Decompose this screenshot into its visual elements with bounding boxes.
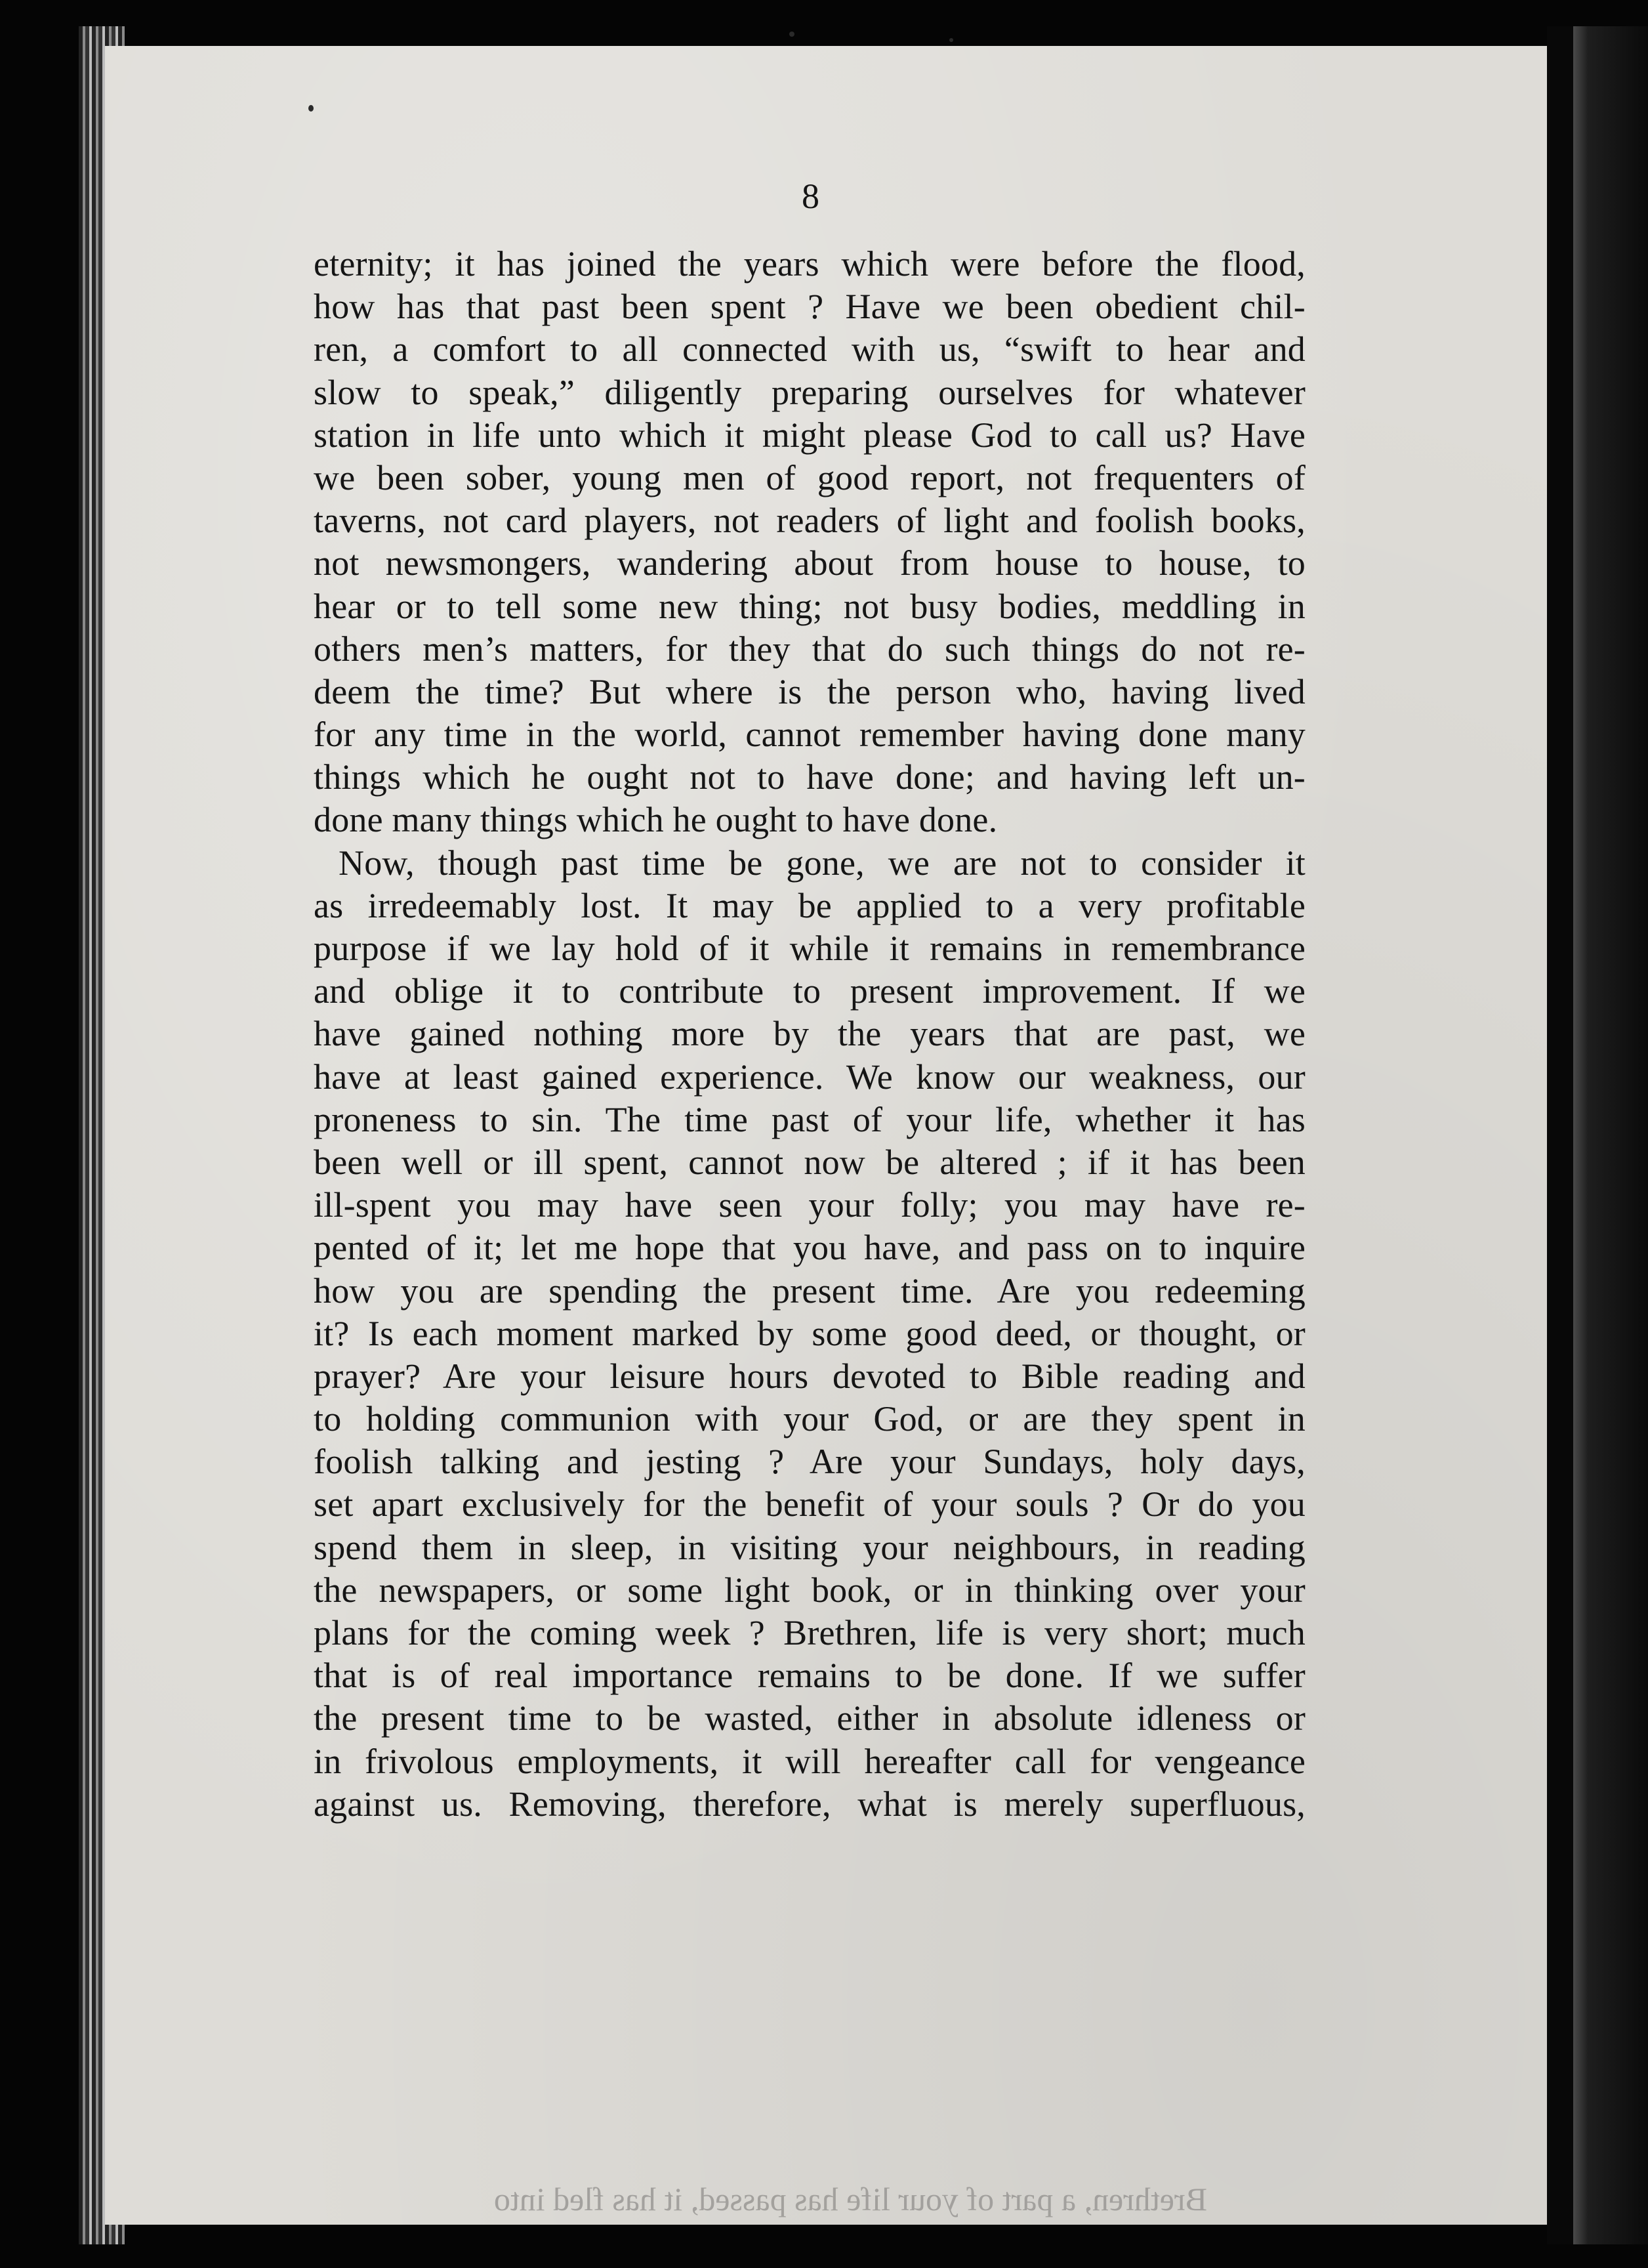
text-line: ill-spent you may have seen your folly; you may have re-	[314, 1185, 1306, 1225]
text-line: spend them in sleep, in visiting your neighbours, in reading	[314, 1527, 1306, 1567]
body-text	[314, 243, 1306, 1826]
speck	[789, 32, 794, 37]
text-line: station in life unto which it might please God to call us? Have	[314, 415, 1306, 455]
text-line: that is of real importance remains to be done. If we suffer	[314, 1656, 1306, 1696]
text-line: foolish talking and jesting ? Are your Sundays, holy days,	[314, 1442, 1306, 1482]
text-line: as irredeemably lost. It may be applied to a very profitable	[314, 885, 1306, 925]
text-line: how has that past been spent ? Have we been obedient chil-	[314, 287, 1306, 327]
text-line: deem the time? But where is the person who, having lived	[314, 671, 1306, 711]
speck	[949, 38, 953, 42]
bleed-through-text: Brethren, a part of your life has passed, it has fled into	[493, 2181, 1207, 2217]
text-line: done many things which he ought to have done.	[314, 800, 998, 840]
text-line: others men’s matters, for they that do such things do not re-	[314, 629, 1306, 669]
text-line: hear or to tell some new thing; not busy bodies, meddling in	[314, 586, 1306, 626]
text-line: the present time to be wasted, either in absolute idleness or	[314, 1698, 1306, 1738]
text-line: for any time in the world, cannot remember having done many	[314, 715, 1306, 755]
page-number: 8	[802, 177, 819, 216]
text-line: slow to speak,” diligently preparing ourselves for whatever	[314, 372, 1306, 412]
text-line: been well or ill spent, cannot now be altered ; if it has been	[314, 1142, 1306, 1182]
text-line: it? Is each moment marked by some good deed, or thought, or	[314, 1313, 1306, 1353]
text-line: taverns, not card players, not readers of light and foolish books,	[314, 501, 1306, 541]
text-line: against us. Removing, therefore, what is merely superfluous,	[314, 1784, 1306, 1824]
text-line: ren, a comfort to all connected with us, “swift to hear and	[314, 329, 1306, 369]
text-line: proneness to sin. The time past of your life, whether it has	[314, 1099, 1306, 1139]
page-right-edge	[1547, 26, 1573, 2244]
text-line: and oblige it to contribute to present improvement. If we	[314, 971, 1306, 1011]
text-line: how you are spending the present time. Are you redeeming	[314, 1270, 1306, 1311]
adjacent-page-edge	[1573, 26, 1648, 2244]
text-line: the newspapers, or some light book, or in thinking over your	[314, 1570, 1306, 1610]
text-line: plans for the coming week ? Brethren, life is very short; much	[314, 1613, 1306, 1652]
text-line: prayer? Are your leisure hours devoted to Bible reading and	[314, 1356, 1306, 1396]
text-line: have at least gained experience. We know our weakness, our	[314, 1057, 1306, 1097]
text-line: purpose if we lay hold of it while it remains in remembrance	[314, 929, 1306, 968]
text-line: we been sober, young men of good report, not frequenters of	[314, 457, 1306, 497]
text-line: eternity; it has joined the years which were before the flood,	[314, 244, 1306, 284]
text-line: in frivolous employments, it will hereafter call for vengeance	[314, 1741, 1306, 1781]
text-line: to holding communion with your God, or are they spent in	[314, 1399, 1306, 1439]
text-line: set apart exclusively for the benefit of your souls ? Or do you	[314, 1484, 1306, 1524]
text-line: not newsmongers, wandering about from house to house, to	[314, 543, 1306, 583]
text-line: Now, though past time be gone, we are not to consider it	[339, 843, 1306, 883]
text-line: pented of it; let me hope that you have, and pass on to inquire	[314, 1228, 1306, 1268]
speck	[308, 105, 314, 112]
text-line: have gained nothing more by the years that are past, we	[314, 1014, 1306, 1054]
text-line: things which he ought not to have done; and having left un-	[314, 757, 1306, 797]
